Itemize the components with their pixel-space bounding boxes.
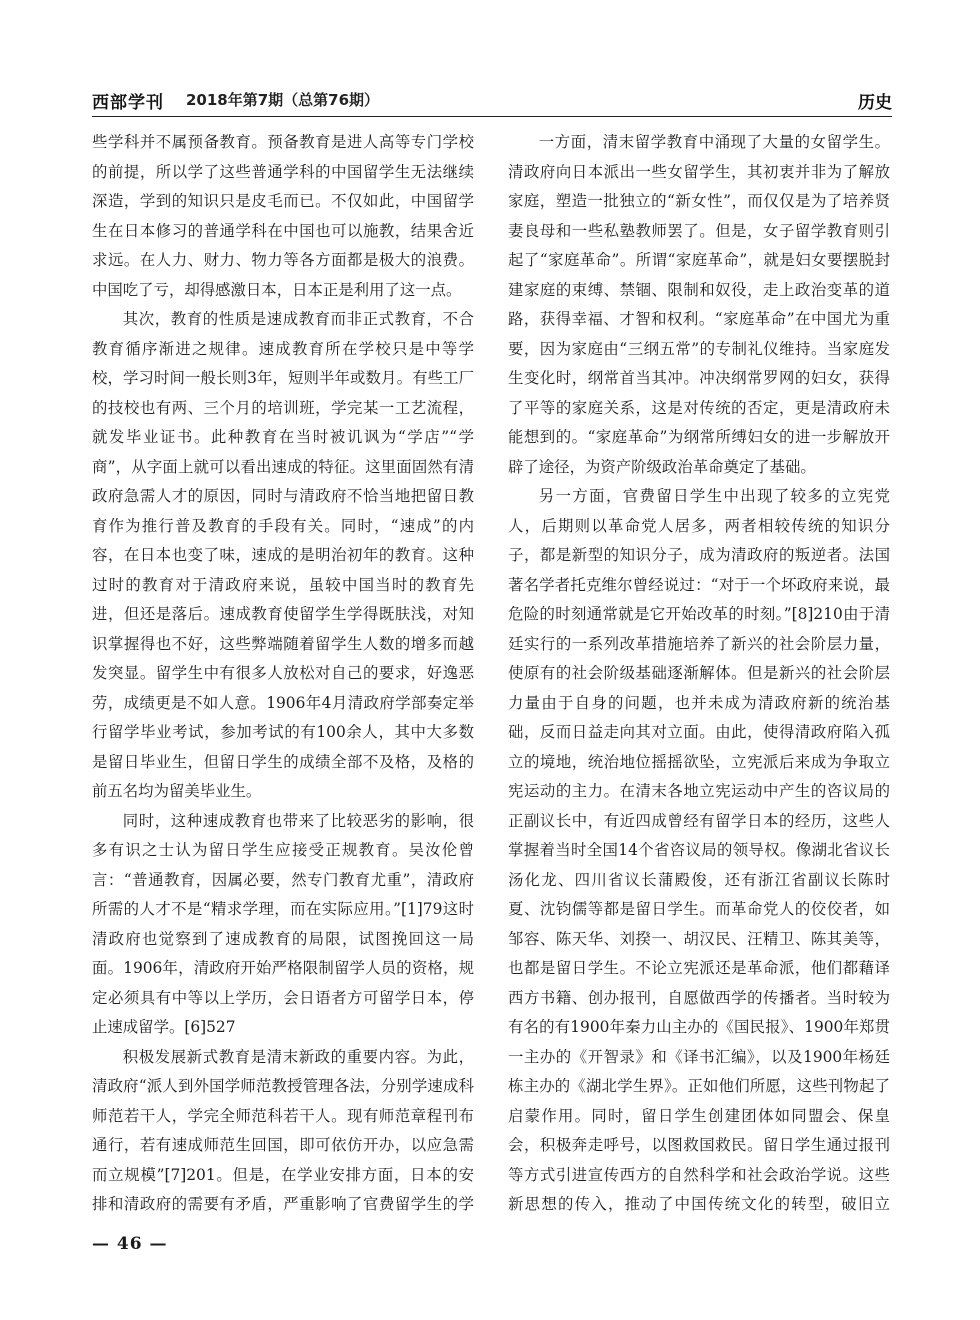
paragraph: 同时，这种速成教育也带来了比较恶劣的影响，很多有识之士认为留日学生应接受正规教育。吴汝伦曾言：“普通教育，因属必要，然专门教育尤重”，清政府所需的人才不是“精求学理，而在实际应用。”[1]79这时清政府也觉察到了速成教育的局限，试图挽回这一局面。1906年，清政府开始严格限制留学人员的资格，规定必须具有中等以上学历，会日语者方可留学日本，停止速成留学。[6]527	[92, 811, 474, 1036]
paragraph: 一方面，清末留学教育中涌现了大量的女留学生。清政府向日本派出一些女留学生，其初衷并非为了解放家庭，塑造一批独立的“新女性”，而仅仅是为了培养贤妻良母和一些私塾教师罢了。但是，女子留学教育则引起了“家庭革命”。所谓“家庭革命”，就是妇女要摆脱封建家庭的束缚、禁锢、限制和奴役，走上政治变革的道路，获得幸福、才智和权利。“家庭革命”在中国尤为重要，因为家庭由“三纲五常”的专制礼仪维持。当家庭发生变化时，纲常首当其冲。冲决纲常罗网的妇女，获得了平等的家庭关系，这是对传统的否定，更是清政府未能想到的。“家庭革命”为纲常所缚妇女的进一步解放开辟了途径，为资产阶级政治革命奠定了基础。	[508, 133, 890, 476]
page-number: — 46 —	[92, 1234, 168, 1254]
journal-name: 西部学刊	[92, 93, 164, 113]
issue-info: 2018年第7期（总第76期）	[186, 91, 380, 109]
running-header	[92, 88, 892, 114]
paragraph: 其次，教育的性质是速成教育而非正式教育，不合教育循序渐进之规律。速成教育所在学校只是中等学校，学习时间一般长则3年，短则半年或数月。有些工厂的技校也有两、三个月的培训班，学完某一工艺流程，就发毕业证书。此种教育在当时被讥讽为“学店”“学商”，从字面上就可以看出速成的特征。这里面固然有清政府急需人才的原因，同时与清政府不恰当地把留日教育作为推行普及教育的手段有关。同时，“速成”的内容，在日本也变了味，速成的是明治初年的教育。这种过时的教育对于清政府来说，虽较中国当时的教育先进，但还是落后。速成教育使留学生学得既肤浅，对知识掌握得也不好，这些弊端随着留学生人数的增多而越发突显。留学生中有很多人放松对自己的要求，好逸恶劳，成绩更是不如人意。1906年4月清政府学部奏定举行留学毕业考试，参加考试的有100余人，其中大多数是留日毕业生，但留日学生的成绩全部不及格，及格的前五名均为留美毕业生。	[92, 310, 474, 800]
paragraph: 些学科并不属预备教育。预备教育是进人高等专门学校的前提，所以学了这些普通学科的中国留学生无法继续深造，学到的知识只是皮毛而已。不仅如此，中国留学生在日本修习的普通学科在中国也可以施教，结果舍近求远。在人力、财力、物力等各方面都是极大的浪费。中国吃了亏，却得感激日本，日本正是利用了这一点。	[92, 133, 474, 299]
section-label: 历史	[858, 93, 892, 113]
header-rule	[92, 116, 892, 117]
paragraph: 另一方面，官费留日学生中出现了较多的立宪党人，后期则以革命党人居多，两者相较传统的知识分子，都是新型的知识分子，成为清政府的叛逆者。法国著名学者托克维尔曾经说过：“对于一个坏政府来说，最危险的时刻通常就是它开始改革的时刻。”[8]210由于清廷实行的一系列改革措施培养了新兴的社会阶层力量，使原有的社会阶级基础逐渐解体。但是新兴的社会阶层力量由于自身的问题，也并未成为清政府新的统治基础，反而日益走向其对立面。由此，使得清政府陷入孤立的境地，统治地位摇摇欲坠，立宪派后来成为争取立宪运动的主力。在清末各地立宪运动中产生的咨议局的正副议长中，有近四成曾经有留学日本的经历，这些人掌握着当时全国14个省咨议局的领导权。像湖北省议长汤化龙、四川省议长蒲殿俊，还有浙江省副议长陈时夏、沈钧儒等都是留日学生。而革命党人的佼佼者，如邹容、陈天华、刘揆一、胡汉民、汪精卫、陈其美等，也都是留日学生。不论立宪派还是革命派，他们都藉译西方书籍、创办报刊，自愿做西学的传播者。当时较为有名的有1900年秦力山主办的《国民报》、1900年郑贯一主办的《开智录》和《译书汇编》，以及1900年杨廷栋主办的《湖北学生界》。正如他们所愿，这些刊物起了启蒙作用。同时，留日学生创建团体如同盟会、保皇会，积极奔走呼号，以图救国救民。留日学生通过报刊等方式引进宣传西方的自然科学和社会政治学说。这些新思想的传入，推动了中国传统文化的转型，破旧立	[508, 487, 890, 1213]
left-column	[92, 128, 474, 1218]
paragraph: 积极发展新式教育是清末新政的重要内容。为此，清政府“派人到外国学师范教授管理各法，分别学速成科师范若干人，学完全师范科若干人。现有师范章程刊布通行，若有速成师范生回国，即可依仿开办，以应急需而立规模”[7]201。但是，在学业安排方面，日本的安排和清政府的需要有矛盾，严重影响了官费留学生的学	[92, 1047, 474, 1213]
right-column	[508, 128, 890, 1218]
